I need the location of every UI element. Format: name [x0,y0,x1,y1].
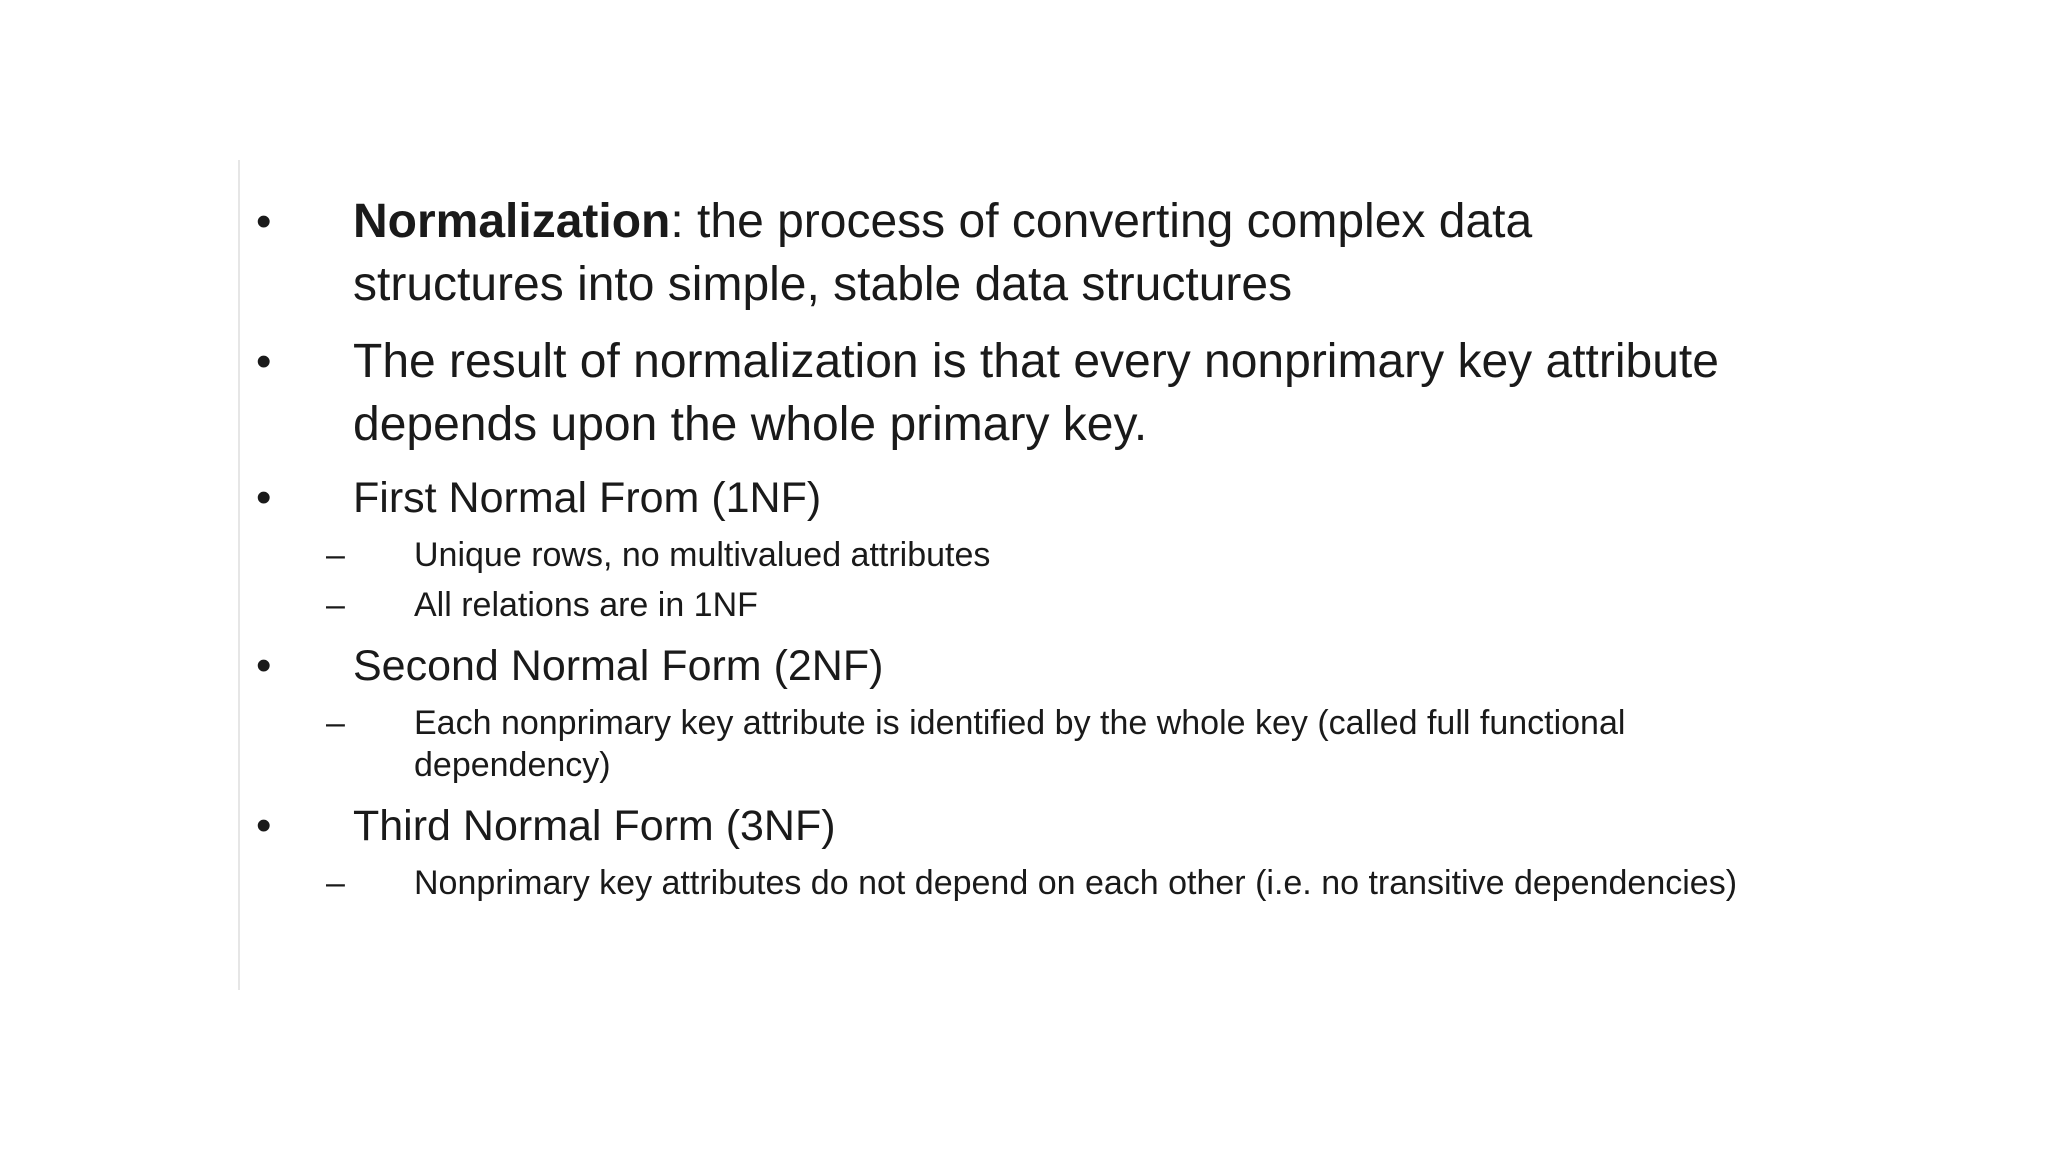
bullet-definition: : the process of converting complex data structures into simple, stable data structures [353,195,1533,311]
sub-item-text: Unique rows, no multivalued attributes [414,536,991,574]
dash-icon: – [326,704,345,742]
sub-list-2nf [250,702,1750,786]
bullet-1nf [250,470,1750,526]
bullet-text: Second Normal Form (2NF) [353,642,884,690]
bullet-normalization-result [250,330,1750,456]
bullet-2nf [250,638,1750,694]
bullet-dot-icon: • [256,473,272,522]
bullet-dot-icon: • [256,197,272,246]
sub-item-text: Each nonprimary key attribute is identified by the whole key (called full functional dependency) [414,704,1626,784]
bullet-normalization [250,190,1750,316]
dash-icon: – [326,536,345,574]
slide-left-edge-line [238,160,240,990]
sub-list-3nf [250,862,1750,904]
dash-icon: – [326,864,345,902]
sub-list-1nf [250,534,1750,626]
sub-item-text: Nonprimary key attributes do not depend on each other (i.e. no transitive dependencies) [414,864,1738,902]
sub-item [250,702,1750,786]
bullet-dot-icon: • [256,337,272,386]
dash-icon: – [326,586,345,624]
sub-item [250,862,1750,904]
bullet-dot-icon: • [256,801,272,850]
sub-item [250,534,1750,576]
bullet-text: Third Normal Form (3NF) [353,802,836,850]
sub-item-text: All relations are in 1NF [414,586,758,624]
sub-item [250,584,1750,626]
bullet-text [353,190,1750,316]
bullet-term: Normalization [353,195,671,248]
bullet-text: First Normal From (1NF) [353,474,822,522]
bullet-dot-icon: • [256,641,272,690]
bullet-3nf [250,798,1750,854]
bullet-list [250,190,1750,904]
bullet-text: The result of normalization is that every nonprimary key attribute depends upon the whole primary key. [353,335,1719,451]
